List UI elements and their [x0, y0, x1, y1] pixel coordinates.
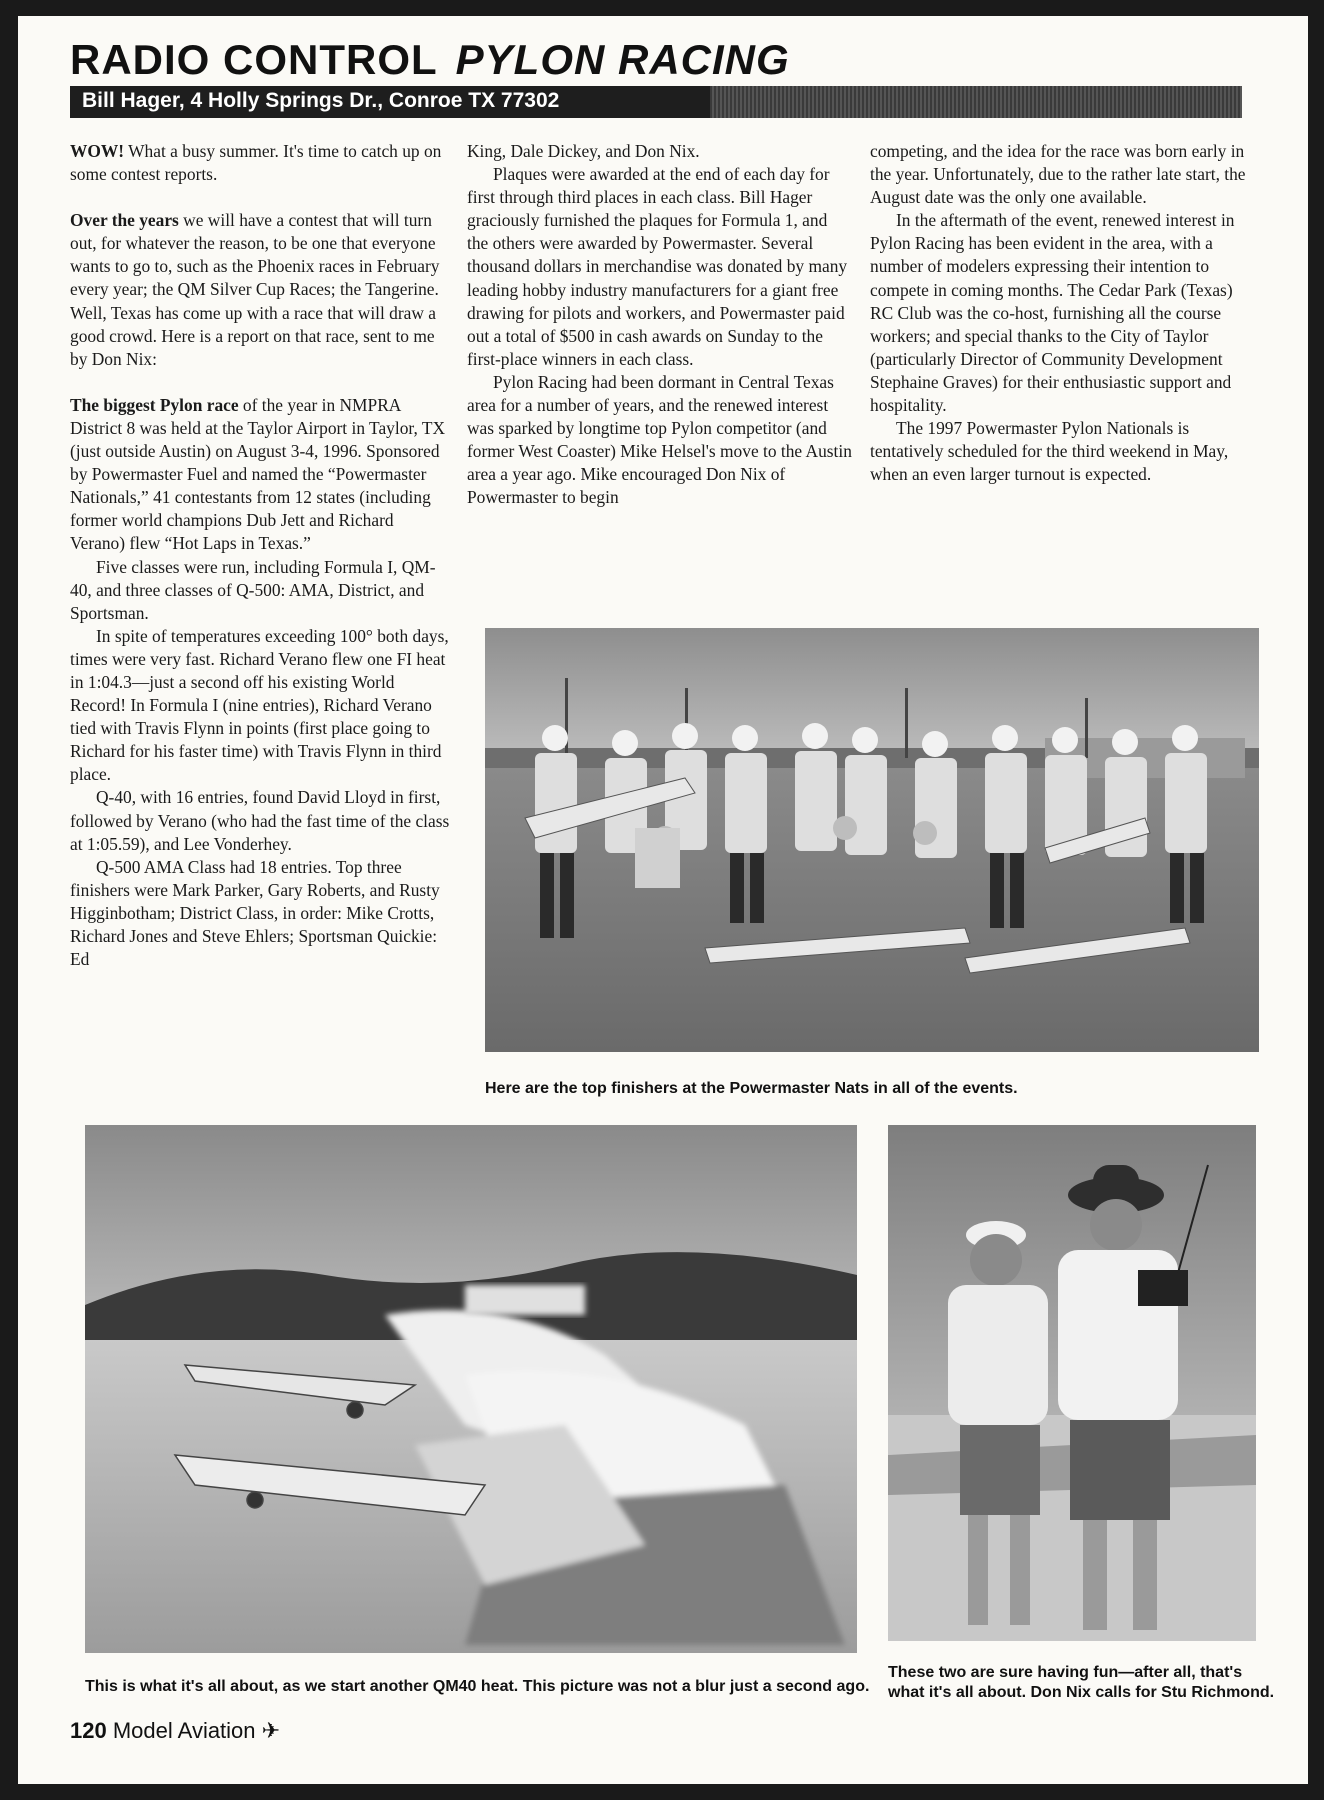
paragraph: The biggest Pylon race of the year in NMPRA District 8 was held at the Taylor Airport in Taylor, TX (just outside Austin) on August 3-4, 1996. Sponsored by Powermaster Fuel and named the “Powermaster Nationals,” 41 contestants from 12 states (including former world champions Dub Jett and Richard Verano) flew “Hot Laps in Texas.”	[70, 394, 446, 554]
paragraph: The 1997 Powermaster Pylon Nationals is tentatively scheduled for the third weekend in May, when an even larger turnout is expected.	[870, 418, 1229, 485]
article-column-2	[467, 140, 852, 510]
paragraph: King, Dale Dickey, and Don Nix.	[467, 141, 700, 161]
article-title	[70, 36, 790, 84]
paragraph: Plaques were awarded at the end of each day for first through third places in each class. Bill Hager graciously furnished the plaques for Formula 1, and the others were awarded by Powermaster. Several thousand dollars in merchandise was donated by many leading hobby industry manufacturers for a giant free drawing for pilots and workers, and Powermaster paid out a total of $500 in cash awards on Sunday to the first-place winners in each class.	[467, 164, 848, 369]
paragraph: WOW! What a busy summer. It's time to catch up on some contest reports.	[70, 141, 442, 185]
page-number: 120	[70, 1718, 107, 1743]
paragraph: Pylon Racing had been dormant in Central Texas area for a number of years, and the renewed interest was sparked by longtime top Pylon competitor (and former West Coaster) Mike Helsel's move to the Austin area a year ago. Mike encouraged Don Nix of Powermaster to begin	[467, 371, 852, 508]
paragraph: Over the years we will have a contest that will turn out, for whatever the reason, to be one that everyone wants to go to, such as the Phoenix races in February every year; the QM Silver Cup Races; the Tangerine. Well, Texas has come up with a race that will draw a good crowd. Here is a report on that race, sent to me by Don Nix:	[70, 210, 440, 369]
article-column-1	[70, 140, 450, 971]
paragraph: In spite of temperatures exceeding 100° both days, times were very fast. Richard Verano flew one FI heat in 1:04.3—just a second off his existing World Record! In Formula I (nine entries), Richard Verano tied with Travis Flynn in points (first place going to Richard for his faster time) with Travis Flynn in third place.	[70, 625, 449, 785]
group-photo-caption: Here are the top finishers at the Powermaster Nats in all of the events.	[485, 1080, 1018, 1097]
paragraph: In the aftermath of the event, renewed interest in Pylon Racing has been evident in the area, with a number of modelers expressing their intention to compete in coming months. The Cedar Park (Texas) RC Club was the co-host, furnishing all the course workers; and special thanks to the City of Taylor (particularly Director of Community Development Stephaine Graves) for their enthusiastic support and hospitality.	[870, 210, 1235, 416]
article-column-3	[870, 140, 1260, 486]
byline-bar	[70, 86, 1242, 118]
race-photo-caption: This is what it's all about, as we start another QM40 heat. This picture was not a blur just a second ago.	[85, 1678, 870, 1695]
group-photo	[485, 628, 1259, 1052]
airplane-icon: ✈	[261, 1718, 281, 1743]
page-footer	[70, 1718, 280, 1744]
magazine-name: Model Aviation	[112, 1718, 256, 1743]
paragraph: competing, and the idea for the race was born early in the year. Unfortunately, due to the rather late start, the August date was the only one available.	[870, 141, 1246, 208]
pilots-photo	[888, 1125, 1256, 1641]
paragraph: Q-40, with 16 entries, found David Lloyd in first, followed by Verano (who had the fast time of the class at 1:05.59), and Lee Vonderhey.	[70, 787, 450, 854]
title-italic: PYLON RACING	[455, 36, 790, 83]
paragraph: Five classes were run, including Formula I, QM-40, and three classes of Q-500: AMA, District, and Sportsman.	[70, 556, 436, 623]
race-photo	[85, 1125, 857, 1653]
pilots-photo-caption: These two are sure having fun—after all, that's what it's all about. Don Nix calls for Stu Richmond.	[888, 1664, 1275, 1701]
paragraph: Q-500 AMA Class had 18 entries. Top three finishers were Mark Parker, Gary Roberts, and Rusty Higginbotham; District Class, in order: Mike Crotts, Richard Jones and Steve Ehlers; Sportsman Quickie: Ed	[70, 856, 440, 970]
byline: Bill Hager, 4 Holly Springs Dr., Conroe TX 77302	[82, 89, 560, 112]
title-main: RADIO CONTROL	[70, 36, 438, 83]
